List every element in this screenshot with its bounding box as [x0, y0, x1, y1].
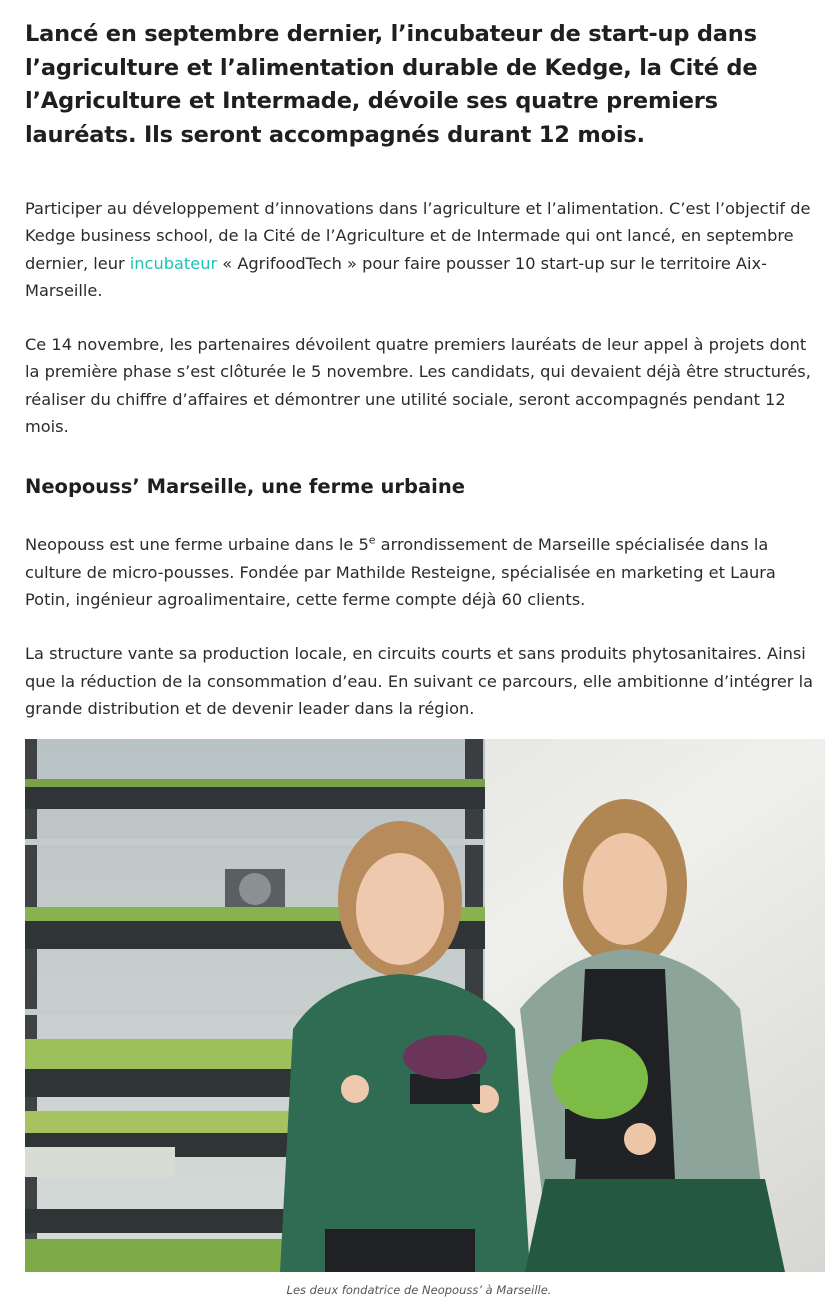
section-heading-neopouss: Neopouss’ Marseille, une ferme urbaine: [25, 475, 465, 499]
incubateur-link[interactable]: incubateur: [129, 253, 218, 273]
paragraph-neopouss: [25, 531, 825, 613]
paragraph-structure: La structure vante sa production locale, en circuits courts et sans produits phytosanitaires. Ainsi que la réduction de la consommation d’eau. En suivant ce parcours, elle ambitionne d’intégrer la grande distribution et de devenir leader dans la région.: [25, 644, 813, 718]
paragraph-intro-text-before: Participer au développement d’innovations dans l’agriculture et l’alimentation. C’est l’objectif de Kedge business school, de la Cité de l’Agriculture et de Intermade qui ont lancé, en septembre dernier, leur: [25, 199, 811, 273]
paragraph-laureats: Ce 14 novembre, les partenaires dévoilent quatre premiers lauréats de leur appel à projets dont la première phase s’est clôturée le 5 novembre. Les candidats, qui devaient déjà être structurés, réaliser du chiffre d’affaires et démontrer une utilité sociale, seront accompagnés pendant 12 mois.: [25, 335, 811, 437]
paragraph-intro: [25, 195, 825, 304]
paragraph-neopouss-text-after: arrondissement de Marseille spécialisée dans la culture de micro-pousses. Fondée par Mathilde Resteigne, spécialisée en marketing et Laura Potin, ingénieur agroalimentaire, cette ferme compte déjà 60 clients.: [25, 535, 776, 609]
superscript-e: e: [368, 533, 376, 547]
article-body: [25, 0, 825, 722]
paragraph-neopouss-text-before: Neopouss est une ferme urbaine dans le 5: [25, 535, 369, 555]
founders-photo-illustration: [25, 739, 825, 1272]
founders-photo: [25, 739, 825, 1272]
paragraph-intro-text-after: « AgrifoodTech » pour faire pousser 10 start-up sur le territoire Aix-Marseille.: [25, 253, 767, 300]
article-lead: Lancé en septembre dernier, l’incubateur de start-up dans l’agriculture et l’alimentation durable de Kedge, la Cité de l’Agriculture et Intermade, dévoile ses quatre premiers lauréats. Ils seront accompagnés durant 12 mois.: [25, 21, 758, 148]
photo-caption: Les deux fondatrice de Neopouss’ à Marseille.: [286, 1283, 552, 1297]
